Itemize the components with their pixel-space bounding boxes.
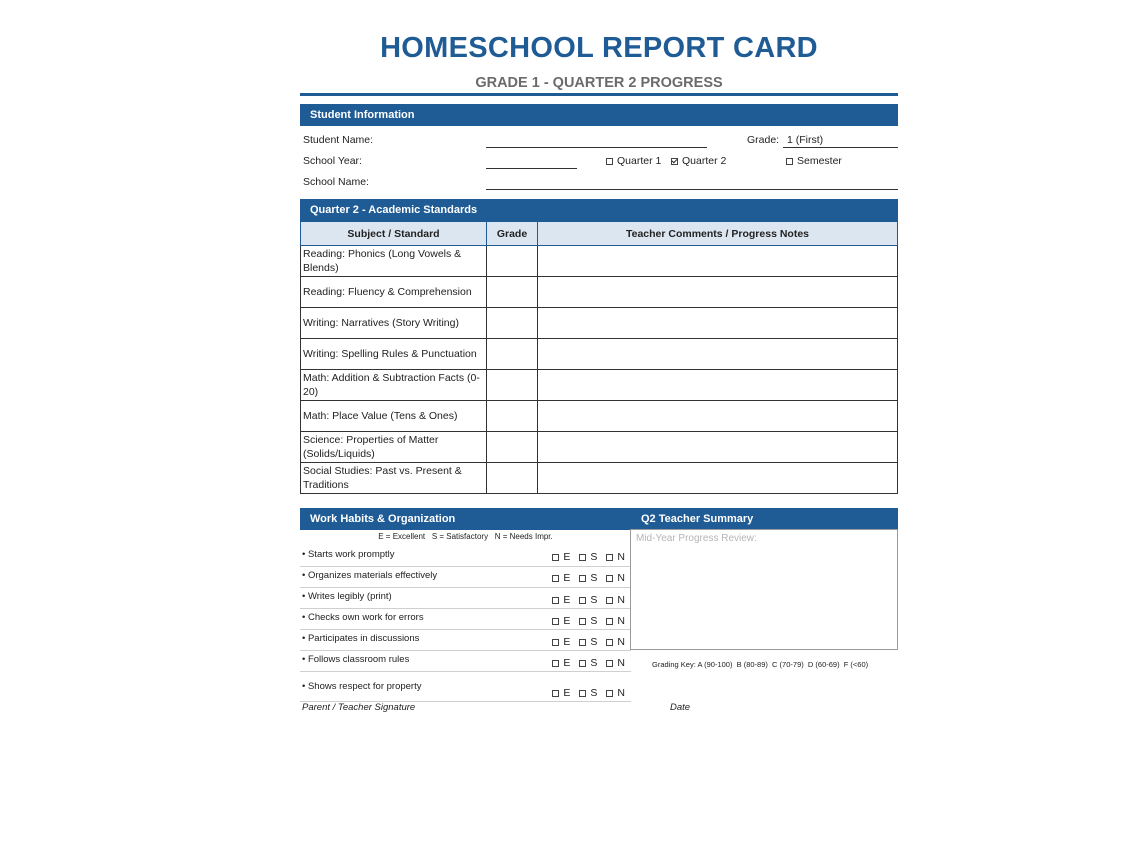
table-row [301, 308, 898, 339]
rating-e-label: E [563, 615, 571, 627]
rating-s-label: S [590, 687, 598, 699]
habit-row [300, 671, 631, 702]
rating-s-checkbox[interactable] [579, 554, 586, 561]
rating-options [543, 551, 625, 563]
rating-n-checkbox[interactable] [606, 660, 613, 667]
comments-cell[interactable] [538, 246, 898, 277]
comments-cell[interactable] [538, 463, 898, 494]
subject-cell: Social Studies: Past vs. Present & Traditions [301, 463, 487, 494]
signature-label: Parent / Teacher Signature [302, 702, 416, 713]
rating-n-label: N [617, 615, 625, 627]
comments-cell[interactable] [538, 308, 898, 339]
table-row [301, 246, 898, 277]
rating-e-label: E [563, 572, 571, 584]
rating-n-label: N [617, 572, 625, 584]
rating-options [543, 657, 625, 669]
habit-label: • Writes legibly (print) [302, 591, 392, 602]
rating-e-checkbox[interactable] [552, 597, 559, 604]
grade-cell[interactable] [487, 370, 538, 401]
rating-e-checkbox[interactable] [552, 575, 559, 582]
subject-cell: Reading: Fluency & Comprehension [301, 277, 487, 308]
rating-e-label: E [563, 687, 571, 699]
semester-option[interactable] [786, 155, 842, 167]
rating-s-option[interactable] [579, 572, 597, 584]
rating-e-option[interactable] [552, 687, 570, 699]
subject-cell: Science: Properties of Matter (Solids/Liquids) [301, 432, 487, 463]
report-title: HOMESCHOOL REPORT CARD [380, 32, 818, 64]
rating-s-option[interactable] [579, 594, 597, 606]
rating-options [543, 594, 625, 606]
table-row [301, 277, 898, 308]
rating-n-label: N [617, 687, 625, 699]
habit-row [300, 608, 631, 630]
column-comments: Teacher Comments / Progress Notes [538, 222, 898, 246]
date-label: Date [670, 702, 691, 713]
subject-cell: Writing: Narratives (Story Writing) [301, 308, 487, 339]
grade-cell[interactable] [487, 401, 538, 432]
subject-cell: Math: Place Value (Tens & Ones) [301, 401, 487, 432]
rating-e-checkbox[interactable] [552, 690, 559, 697]
quarter2-option[interactable] [671, 155, 726, 167]
rating-n-label: N [617, 594, 625, 606]
habit-row [300, 545, 631, 567]
rating-e-checkbox[interactable] [552, 660, 559, 667]
rating-n-option[interactable] [606, 636, 625, 648]
rating-e-checkbox[interactable] [552, 554, 559, 561]
rating-s-checkbox[interactable] [579, 575, 586, 582]
grade-cell[interactable] [487, 432, 538, 463]
work-habits-header: Work Habits & Organization [300, 508, 631, 530]
habit-row [300, 587, 631, 609]
rating-n-checkbox[interactable] [606, 575, 613, 582]
title-divider [300, 93, 898, 96]
report-subtitle: GRADE 1 - QUARTER 2 PROGRESS [475, 75, 723, 91]
habit-label: • Shows respect for property [302, 681, 422, 692]
summary-header: Q2 Teacher Summary [631, 508, 898, 530]
rating-n-option[interactable] [606, 615, 625, 627]
table-row [301, 401, 898, 432]
rating-s-checkbox[interactable] [579, 618, 586, 625]
rating-e-label: E [563, 636, 571, 648]
student-info-header: Student Information [300, 104, 898, 126]
summary-placeholder: Mid-Year Progress Review: [636, 533, 757, 544]
habit-label: • Starts work promptly [302, 549, 395, 560]
subject-cell: Reading: Phonics (Long Vowels & Blends) [301, 246, 487, 277]
standards-table [300, 221, 898, 494]
subject-cell: Writing: Spelling Rules & Punctuation [301, 339, 487, 370]
grading-key: Grading Key: A (90-100) B (80-89) C (70-79) D (60-69) F (<60) [652, 660, 869, 669]
habit-label: • Participates in discussions [302, 633, 420, 644]
habit-label: • Organizes materials effectively [302, 570, 438, 581]
rating-e-label: E [563, 551, 571, 563]
student-name-label: Student Name: [303, 134, 374, 146]
subject-cell: Math: Addition & Subtraction Facts (0-20) [301, 370, 487, 401]
rating-e-checkbox[interactable] [552, 639, 559, 646]
rating-e-label: E [563, 594, 571, 606]
rating-n-checkbox[interactable] [606, 690, 613, 697]
rating-options [543, 687, 625, 699]
rating-e-option[interactable] [552, 657, 570, 669]
rating-options [543, 636, 625, 648]
student-name-field[interactable] [486, 147, 707, 148]
grade-field-line [783, 147, 898, 148]
quarter2-label: Quarter 2 [682, 155, 727, 167]
rating-n-checkbox[interactable] [606, 618, 613, 625]
rating-e-option[interactable] [552, 636, 570, 648]
rating-s-checkbox[interactable] [579, 690, 586, 697]
column-subject: Subject / Standard [301, 222, 487, 246]
grade-cell[interactable] [487, 463, 538, 494]
habit-label: • Follows classroom rules [302, 654, 410, 665]
rating-e-option[interactable] [552, 594, 570, 606]
school-name-field[interactable] [486, 189, 898, 190]
table-row [301, 370, 898, 401]
grade-cell[interactable] [487, 246, 538, 277]
rating-n-option[interactable] [606, 551, 625, 563]
rating-s-option[interactable] [579, 551, 597, 563]
rating-n-label: N [617, 636, 625, 648]
rating-e-option[interactable] [552, 572, 570, 584]
summary-textbox[interactable] [630, 529, 898, 650]
rating-s-checkbox[interactable] [579, 639, 586, 646]
rating-s-checkbox[interactable] [579, 660, 586, 667]
habit-label: • Checks own work for errors [302, 612, 424, 623]
quarter2-checkbox[interactable] [671, 158, 678, 165]
rating-s-option[interactable] [579, 636, 597, 648]
rating-n-checkbox[interactable] [606, 597, 613, 604]
rating-s-label: S [590, 551, 598, 563]
signature-line[interactable] [486, 701, 631, 702]
rating-n-checkbox[interactable] [606, 639, 613, 646]
rating-n-option[interactable] [606, 657, 625, 669]
rating-n-option[interactable] [606, 594, 625, 606]
rating-s-label: S [590, 594, 598, 606]
habit-row [300, 629, 631, 651]
rating-s-label: S [590, 636, 598, 648]
rating-s-option[interactable] [579, 657, 597, 669]
semester-checkbox[interactable] [786, 158, 793, 165]
rating-s-option[interactable] [579, 687, 597, 699]
school-year-field[interactable] [486, 168, 577, 169]
habit-row [300, 650, 631, 672]
rating-n-checkbox[interactable] [606, 554, 613, 561]
grade-value[interactable]: 1 (First) [787, 134, 824, 146]
rating-n-option[interactable] [606, 572, 625, 584]
standards-header-row [301, 222, 898, 246]
column-grade: Grade [487, 222, 538, 246]
rating-n-label: N [617, 657, 625, 669]
comments-cell[interactable] [538, 277, 898, 308]
rating-e-label: E [563, 657, 571, 669]
quarter1-label: Quarter 1 [617, 155, 662, 167]
rating-s-checkbox[interactable] [579, 597, 586, 604]
comments-cell[interactable] [538, 432, 898, 463]
grade-cell[interactable] [487, 277, 538, 308]
grade-label: Grade: [747, 134, 780, 146]
table-row [301, 339, 898, 370]
table-row [301, 463, 898, 494]
rating-legend: E = Excellent S = Satisfactory N = Needs Impr. [378, 532, 553, 541]
quarter1-option[interactable] [606, 155, 661, 167]
rating-n-label: N [617, 551, 625, 563]
grade-cell[interactable] [487, 339, 538, 370]
semester-label: Semester [797, 155, 842, 167]
standards-header: Quarter 2 - Academic Standards [300, 199, 898, 221]
quarter1-checkbox[interactable] [606, 158, 613, 165]
rating-s-label: S [590, 572, 598, 584]
rating-e-option[interactable] [552, 551, 570, 563]
rating-n-option[interactable] [606, 687, 625, 699]
rating-e-checkbox[interactable] [552, 618, 559, 625]
rating-s-label: S [590, 615, 598, 627]
rating-options [543, 572, 625, 584]
rating-options [543, 615, 625, 627]
rating-s-label: S [590, 657, 598, 669]
comments-cell[interactable] [538, 370, 898, 401]
school-name-label: School Name: [303, 176, 369, 188]
comments-cell[interactable] [538, 339, 898, 370]
habit-row [300, 566, 631, 588]
comments-cell[interactable] [538, 401, 898, 432]
rating-e-option[interactable] [552, 615, 570, 627]
table-row [301, 432, 898, 463]
rating-s-option[interactable] [579, 615, 597, 627]
grade-cell[interactable] [487, 308, 538, 339]
school-year-label: School Year: [303, 155, 362, 167]
